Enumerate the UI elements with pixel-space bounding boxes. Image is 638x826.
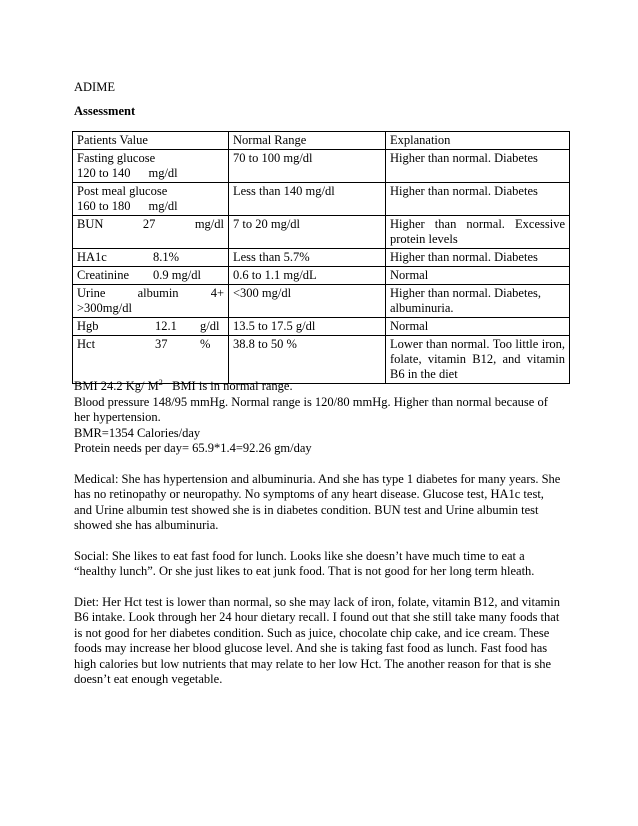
value-number: 160 to 180 bbox=[77, 199, 131, 213]
value-line bbox=[77, 319, 224, 334]
range-cell: 0.6 to 1.1 mg/dL bbox=[229, 267, 386, 285]
patient-value-cell bbox=[73, 336, 229, 384]
range-cell: 13.5 to 17.5 g/dl bbox=[229, 318, 386, 336]
patient-value-cell bbox=[73, 150, 229, 183]
bmi-exponent: 2 bbox=[158, 377, 163, 387]
value-unit: mg/dl bbox=[148, 166, 178, 180]
value-line bbox=[77, 268, 224, 283]
value-number: 37 bbox=[155, 337, 168, 351]
table-row bbox=[73, 150, 570, 183]
blood-pressure-line: Blood pressure 148/95 mmHg. Normal range is 120/80 mmHg. Higher than normal because of her hypertension. bbox=[74, 394, 548, 424]
range-cell: 38.8 to 50 % bbox=[229, 336, 386, 384]
value-unit: g/dl bbox=[200, 319, 220, 333]
value-unit: mg/dl bbox=[194, 217, 224, 231]
table-header-row bbox=[73, 132, 570, 150]
social-paragraph: Social: She likes to eat fast food for lunch. Looks like she doesn’t have much time to eat a “healthy lunch”. Or she just likes to eat junk food. That is not good for her long term hleath. bbox=[74, 548, 535, 578]
value-number: 0.9 mg/dl bbox=[153, 268, 201, 282]
value-label: Post meal glucose bbox=[77, 184, 168, 198]
patient-value-cell bbox=[73, 267, 229, 285]
header-cell: Explanation bbox=[386, 132, 570, 150]
section-heading: Assessment bbox=[74, 104, 136, 118]
explanation-cell: Higher than normal. Diabetes bbox=[386, 249, 570, 267]
table-row bbox=[73, 285, 570, 318]
table-row bbox=[73, 249, 570, 267]
value-label: Urine albumin 4+ bbox=[77, 286, 224, 300]
value-label: BUN bbox=[77, 217, 104, 231]
table-row bbox=[73, 183, 570, 216]
patient-value-cell bbox=[73, 216, 229, 249]
range-cell: Less than 140 mg/dl bbox=[229, 183, 386, 216]
bmi-note: BMI is in normal range. bbox=[172, 379, 293, 393]
bmr-line: BMR=1354 Calories/day bbox=[74, 425, 201, 440]
header-cell: Normal Range bbox=[229, 132, 386, 150]
explanation-cell: Lower than normal. Too little iron, folate, vitamin B12, and vitamin B6 in the diet bbox=[386, 336, 570, 384]
bmi-value: BMI 24.2 Kg/ M bbox=[74, 379, 159, 393]
value-number: 8.1% bbox=[153, 250, 180, 264]
table-row bbox=[73, 216, 570, 249]
summary-block bbox=[74, 379, 564, 457]
value-line bbox=[77, 166, 224, 181]
table-row bbox=[73, 318, 570, 336]
protein-line: Protein needs per day= 65.9*1.4=92.26 gm/day bbox=[74, 441, 312, 455]
patient-value-cell bbox=[73, 183, 229, 216]
value-unit: % bbox=[200, 337, 211, 351]
explanation-cell: Normal bbox=[386, 318, 570, 336]
table-row bbox=[73, 267, 570, 285]
bmi-line bbox=[74, 379, 293, 393]
value-label: Fasting glucose bbox=[77, 151, 156, 165]
range-cell: Less than 5.7% bbox=[229, 249, 386, 267]
value-line bbox=[77, 250, 224, 265]
value-number: >300mg/dl bbox=[77, 301, 132, 315]
value-label: Hct bbox=[77, 337, 96, 351]
range-cell: <300 mg/dl bbox=[229, 285, 386, 318]
value-line bbox=[77, 199, 224, 214]
table-row bbox=[73, 336, 570, 384]
value-line bbox=[77, 217, 224, 232]
value-line bbox=[77, 337, 224, 352]
value-unit: mg/dl bbox=[148, 199, 178, 213]
patient-value-cell bbox=[73, 249, 229, 267]
diet-paragraph: Diet: Her Hct test is lower than normal, so she may lack of iron, folate, vitamin B12, and vitamin B6 intake. Look through her 24 hour dietary recall. I found out that she still take many foods that is not good for her diabetes condition. Such as juice, chocolate chip cake, and ice cream. These foods may increase her blood glucose level. And she is taking fast food as lunch. Fast food has high calories but low nutrients that may relate to her low Hct. The another reason for that is she doesn’t eat enough vegetable. bbox=[74, 594, 560, 686]
doc-title: ADIME bbox=[74, 80, 115, 94]
explanation-cell: Higher than normal. Diabetes, albuminuria. bbox=[386, 285, 570, 318]
patient-value-cell bbox=[73, 285, 229, 318]
medical-paragraph: Medical: She has hypertension and albuminuria. And she has type 1 diabetes for many years. She has no retinopathy or neuropathy. No symptoms of any heart disease. Glucose test, HA1c test, and Urine albumin test showed she is in diabetes condition. BUN test and Urine albumin test showed she has albuminuria. bbox=[74, 471, 561, 532]
explanation-cell: Higher than normal. Excessive protein levels bbox=[386, 216, 570, 249]
explanation-cell: Normal bbox=[386, 267, 570, 285]
header-cell: Patients Value bbox=[73, 132, 229, 150]
patient-value-cell bbox=[73, 318, 229, 336]
explanation-cell: Higher than normal. Diabetes bbox=[386, 150, 570, 183]
assessment-body bbox=[74, 379, 564, 703]
value-label: HA1c bbox=[77, 250, 107, 264]
explanation-cell: Higher than normal. Diabetes bbox=[386, 183, 570, 216]
value-number: 120 to 140 bbox=[77, 166, 131, 180]
lab-values-table bbox=[72, 131, 570, 384]
range-cell: 70 to 100 mg/dl bbox=[229, 150, 386, 183]
value-number: 12.1 bbox=[155, 319, 177, 333]
value-label: Creatinine bbox=[77, 268, 130, 282]
range-cell: 7 to 20 mg/dl bbox=[229, 216, 386, 249]
value-number: 27 bbox=[142, 217, 156, 231]
value-label: Hgb bbox=[77, 319, 99, 333]
